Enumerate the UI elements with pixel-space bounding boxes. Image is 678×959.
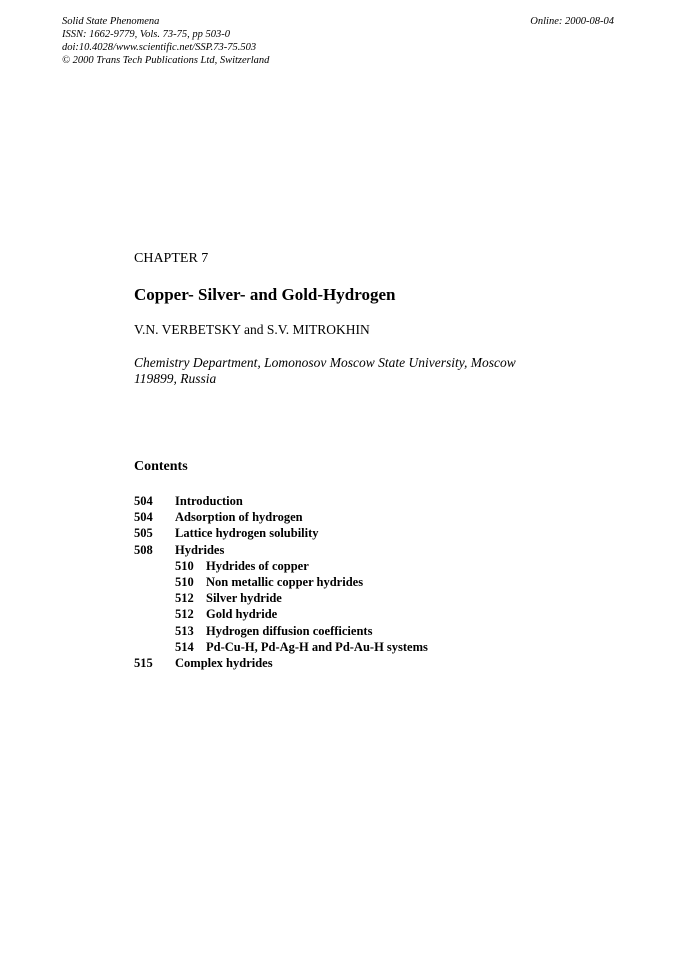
- toc-entry: [134, 542, 428, 558]
- toc-subentry: [134, 606, 428, 622]
- toc-title: Hydrides of copper: [206, 558, 309, 573]
- doi-line: doi:10.4028/www.scientific.net/SSP.73-75.503: [62, 42, 257, 53]
- toc-entry: [134, 509, 428, 525]
- toc-title: Introduction: [175, 494, 243, 508]
- contents-heading: Contents: [134, 459, 188, 474]
- affiliation: Chemistry Department, Lomonosov Moscow State University, Moscow 119899, Russia: [134, 355, 516, 386]
- toc-page-number: 510: [175, 575, 194, 590]
- toc-page-number: 512: [175, 591, 194, 606]
- toc-title: Hydrogen diffusion coefficients: [206, 623, 373, 638]
- toc-title: Lattice hydrogen solubility: [175, 526, 319, 541]
- toc-title: Complex hydrides: [175, 656, 273, 671]
- toc-entry: [134, 525, 428, 541]
- toc-page-number: 508: [134, 542, 153, 557]
- toc-title: Pd-Cu-H, Pd-Ag-H and Pd-Au-H systems: [206, 639, 428, 654]
- toc-entry: [134, 493, 428, 509]
- toc-page-number: 515: [134, 656, 153, 671]
- authors: V.N. VERBETSKY and S.V. MITROKHIN: [134, 322, 370, 337]
- toc-page-number: 513: [175, 623, 194, 638]
- copyright-line: © 2000 Trans Tech Publications Ltd, Switzerland: [62, 55, 270, 66]
- toc-page-number: 512: [175, 607, 194, 622]
- toc-page-number: 504: [134, 494, 153, 508]
- toc-subentry: [134, 623, 428, 639]
- toc-subentry: [134, 590, 428, 606]
- toc-page-number: 510: [175, 558, 194, 573]
- toc-page-number: 505: [134, 526, 153, 541]
- chapter-title: Copper- Silver- and Gold-Hydrogen: [134, 285, 396, 304]
- toc-entry: [134, 655, 428, 671]
- toc-subentry: [134, 639, 428, 655]
- toc-subentry: [134, 574, 428, 590]
- toc-page-number: 514: [175, 639, 194, 654]
- toc-title: Hydrides: [175, 542, 225, 557]
- toc-subentry: [134, 558, 428, 574]
- toc-title: Gold hydride: [206, 607, 278, 622]
- toc-title: Adsorption of hydrogen: [175, 510, 303, 525]
- toc-page-number: 504: [134, 510, 153, 525]
- toc-title: Silver hydride: [206, 591, 282, 606]
- online-date: Online: 2000-08-04: [530, 16, 614, 27]
- journal-name: Solid State Phenomena: [62, 16, 160, 27]
- toc-title: Non metallic copper hydrides: [206, 575, 364, 590]
- chapter-label: CHAPTER 7: [134, 251, 209, 266]
- journal-header: [62, 15, 269, 67]
- table-of-contents: [134, 493, 428, 671]
- issn-line: ISSN: 1662-9779, Vols. 73-75, pp 503-0: [62, 29, 230, 40]
